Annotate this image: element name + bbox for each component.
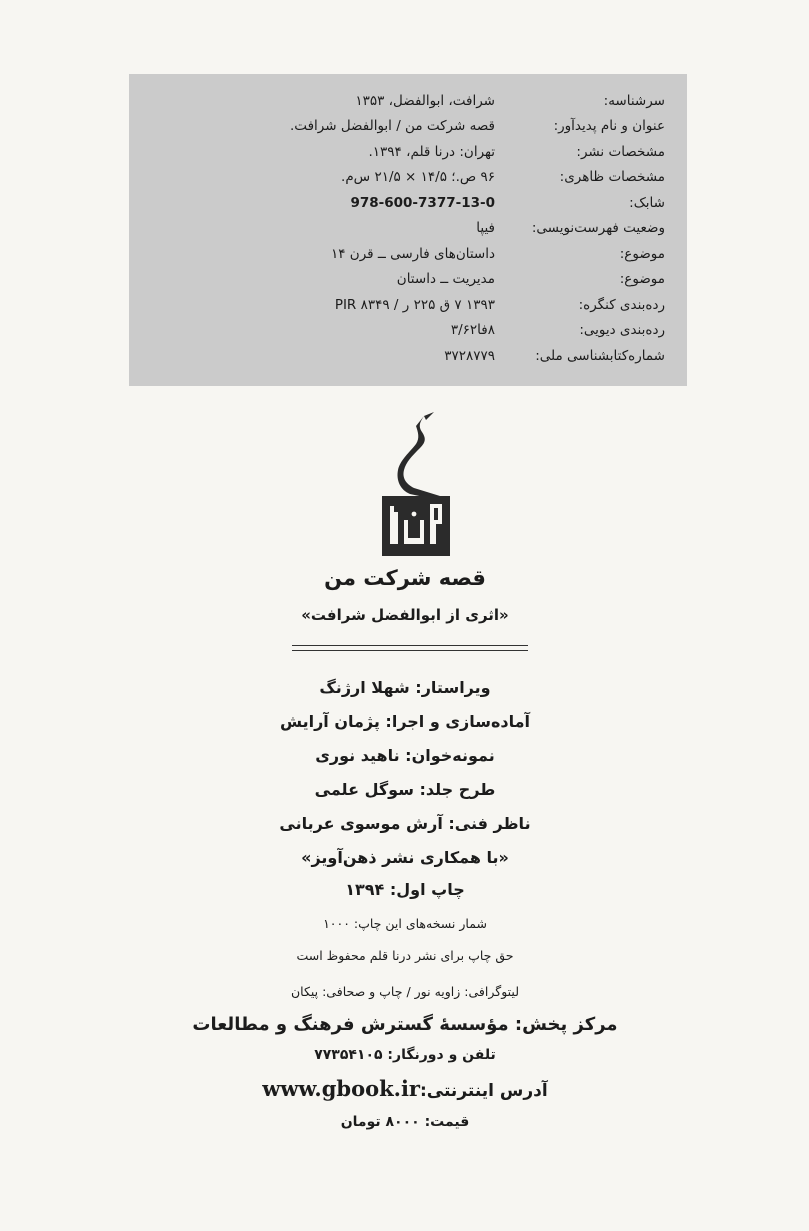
- credit-printing: لیتوگرافی: زاویه نور / چاپ و صحافی: پیکان: [290, 984, 520, 999]
- cip-label: موضوع:: [619, 245, 665, 262]
- cip-row: [151, 165, 665, 191]
- cip-label: رده‌بندی دیویی:: [579, 322, 665, 339]
- book-title: قصه شرکت من: [324, 566, 486, 590]
- cip-value: فیپا: [476, 220, 495, 237]
- credit-proofreader: نمونه‌خوان: ناهید نوری: [315, 746, 495, 765]
- credit-edition: چاپ اول: ۱۳۹۴: [345, 880, 465, 899]
- cip-label: مشخصات ظاهری:: [559, 169, 665, 186]
- cip-row: [151, 216, 665, 242]
- divider: [292, 645, 528, 646]
- cip-row: [151, 139, 665, 165]
- website-label: آدرس اینترنتی:: [420, 1081, 548, 1101]
- cip-label: وضعیت فهرست‌نویسی:: [531, 220, 665, 237]
- credit-copies: شمار نسخه‌های این چاپ: ۱۰۰۰: [323, 916, 487, 931]
- cip-label: شماره‌کتابشناسی ملی:: [535, 347, 665, 364]
- credit-technical: ناظر فنی: آرش موسوی عربانی: [279, 814, 531, 833]
- cip-row: [151, 190, 665, 216]
- cip-catalog-box: [129, 74, 687, 386]
- cip-value: ۸فا۳/۶۲: [450, 322, 495, 339]
- cip-value: ۱۳۹۳ ۷ ق ۲۲۵ ر / ۸۳۴۹ PIR: [334, 296, 495, 313]
- cip-value: تهران: درنا قلم، ۱۳۹۴.: [368, 143, 495, 160]
- divider: [292, 650, 528, 651]
- heron-publisher-logo-icon: [380, 412, 452, 558]
- cip-row: [151, 88, 665, 114]
- credit-phone: تلفن و دورنگار: ۷۷۳۵۴۱۰۵: [314, 1047, 496, 1063]
- website-link[interactable]: www.gbook.ir: [262, 1076, 420, 1101]
- book-subtitle: «اثری از ابوالفضل شرافت»: [301, 606, 509, 624]
- cip-value: قصه شرکت من / ابوالفضل شرافت.: [290, 118, 495, 135]
- cip-row: [151, 267, 665, 293]
- cip-label: رده‌بندی کنگره:: [578, 296, 665, 313]
- cip-row: [151, 241, 665, 267]
- credit-rights: حق چاپ برای نشر درنا قلم محفوظ است: [296, 948, 514, 963]
- credit-cooperation: «با همکاری نشر ذهن‌آویز»: [301, 848, 509, 867]
- credit-editor: ویراستار: شهلا ارژنگ: [319, 678, 491, 697]
- cip-row: [151, 343, 665, 369]
- cip-isbn: 978-600-7377-13-0: [350, 194, 495, 211]
- cip-value: شرافت، ابوالفضل، ۱۳۵۳: [355, 92, 495, 109]
- credit-cover: طرح جلد: سوگل علمی: [314, 780, 496, 799]
- cip-label: سرشناسه:: [603, 92, 665, 109]
- cip-label: عنوان و نام پدیدآور:: [553, 118, 665, 135]
- cip-label: شابک:: [629, 194, 665, 211]
- cip-value: داستان‌های فارسی ــ قرن ۱۴: [330, 245, 495, 262]
- cip-value: ۹۶ ص.؛ ۱۴/۵ × ۲۱/۵ س‌م.: [341, 169, 495, 186]
- credit-distribution: مرکز پخش: مؤسسهٔ گسترش فرهنگ و مطالعات: [192, 1014, 618, 1035]
- cip-row: [151, 292, 665, 318]
- credit-website: [180, 1076, 630, 1101]
- cip-label: موضوع:: [619, 271, 665, 288]
- cip-label: مشخصات نشر:: [576, 143, 665, 160]
- credit-price: قیمت: ۸۰۰۰ تومان: [340, 1114, 470, 1130]
- cip-value: ۳۷۲۸۷۷۹: [444, 347, 495, 364]
- cip-row: [151, 114, 665, 140]
- cip-value: مدیریت ــ داستان: [396, 271, 495, 288]
- credit-preparation: آماده‌سازی و اجرا: پژمان آرایش: [279, 712, 531, 731]
- cip-row: [151, 318, 665, 344]
